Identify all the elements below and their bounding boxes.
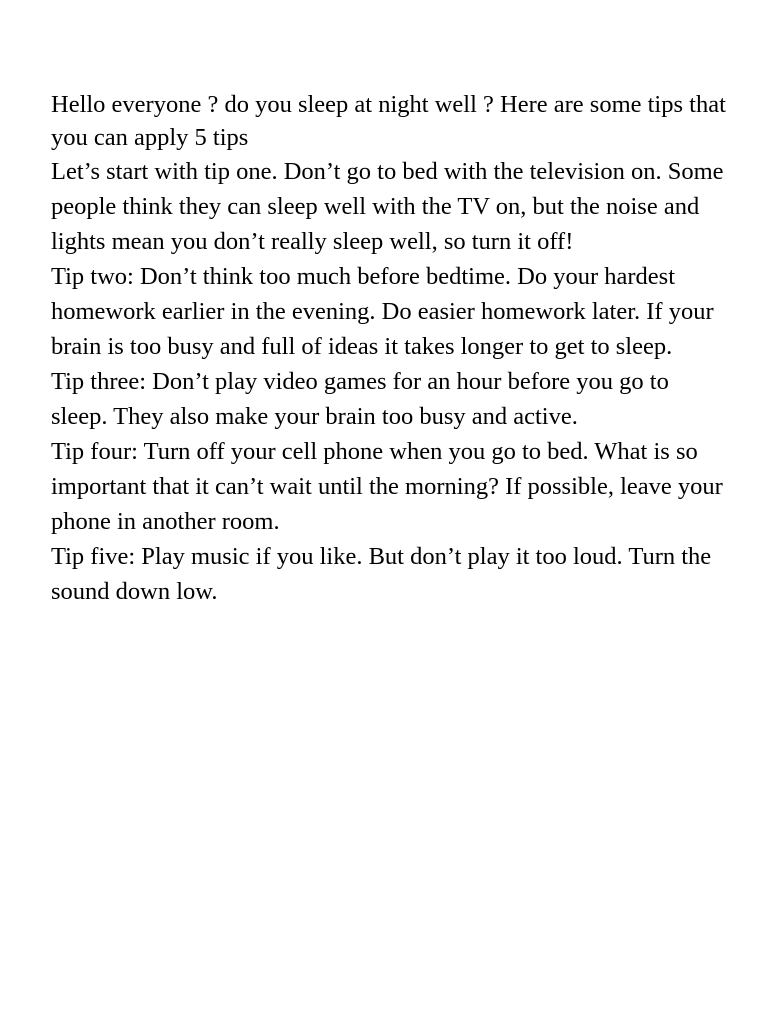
tip-five-paragraph: Tip five: Play music if you like. But don’t play it too loud. Turn the sound down low.	[51, 543, 712, 605]
tip-three-paragraph: Tip three: Don’t play video games for an hour before you go to sleep. They also make your brain too busy and active.	[51, 368, 669, 430]
tip-two-paragraph: Tip two: Don’t think too much before bedtime. Do your hardest homework earlier in the evening. Do easier homework later. If your brain is too busy and full of ideas it takes longer to get to sleep.	[51, 263, 714, 360]
document-body	[51, 88, 731, 609]
intro-paragraph: Hello everyone ? do you sleep at night well ? Here are some tips that you can apply 5 tips	[51, 91, 726, 151]
tip-four-paragraph: Tip four: Turn off your cell phone when you go to bed. What is so important that it can’t wait until the morning? If possible, leave your phone in another room.	[51, 438, 723, 535]
tip-one-paragraph: Let’s start with tip one. Don’t go to bed with the television on. Some people think they can sleep well with the TV on, but the noise and lights mean you don’t really sleep well, so turn it off!	[51, 158, 724, 255]
